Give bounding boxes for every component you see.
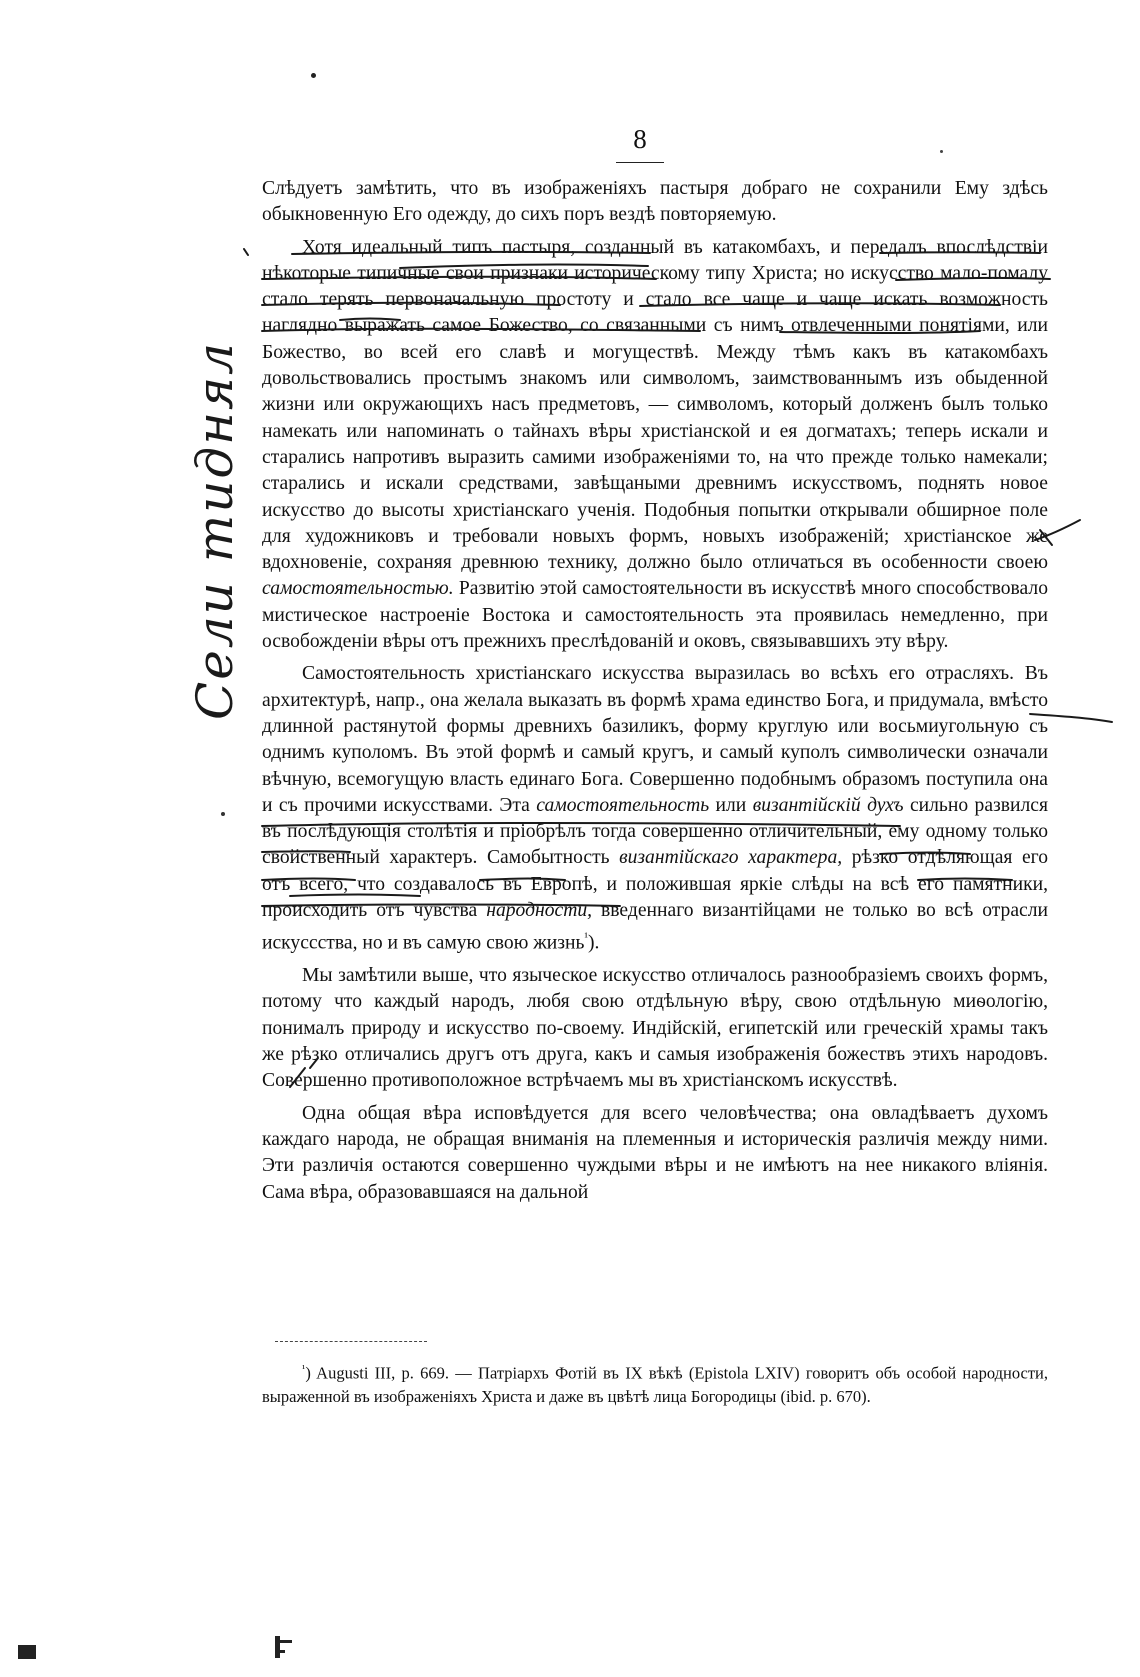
footnote-reference[interactable]: ¹ bbox=[584, 930, 589, 945]
scan-artifact bbox=[18, 1645, 36, 1659]
paragraph-3-text: Самостоятельность христіанскаго искусства выразилась во всѣхъ его отрасляхъ. Въ архитектурѣ, напр., она желала выказать въ формѣ храма единство Бога, и придумала, вмѣсто длинной растянутой формы древнихъ базиликъ, форму круглую или восьмиугольную съ однимъ куполомъ. Въ этой формѣ и самый кругъ, и самый куполъ символически означали вѣчную, всемогущую власть единаго Бога. Совершенно подобнымъ образомъ поступила она и съ прочими искусствами. Эта bbox=[262, 663, 1048, 816]
paragraph-3-fragment: рѣзко отдѣляющая его отъ всего, что создавалось въ Европѣ, и положившая яркіе слѣды на всѣ его памятники, происходить отъ чувства bbox=[262, 847, 1048, 922]
italic-term: византійскаго характера, bbox=[619, 847, 843, 869]
main-text bbox=[262, 176, 1048, 1206]
paragraph-3-fragment: введеннаго византійцами не только во всѣ отрасли искусcства, но и въ самую свою жизнь bbox=[262, 900, 1049, 954]
italic-term: народности, bbox=[486, 900, 593, 922]
handwritten-margin-note: Сели тиднял bbox=[186, 341, 244, 720]
footnote-text: ) Augusti III, p. 669. — Патріархъ Фотій въ IX вѣкѣ (Epistola LXIV) говоритъ объ особой народности, выраженной въ изображеніяхъ Христа и даже въ цвѣтѣ лица Богородицы (ibid. p. 670). bbox=[262, 1363, 1048, 1406]
paragraph-3-fragment: или bbox=[709, 794, 753, 816]
margin-tick bbox=[244, 249, 248, 255]
ink-speck bbox=[940, 150, 943, 153]
footnote-1 bbox=[262, 1358, 1048, 1408]
paragraph-3-fragment: ). bbox=[588, 932, 600, 954]
page-number: 8 bbox=[633, 124, 647, 154]
footnotes bbox=[262, 1358, 1048, 1408]
paragraph-2-tail: Развитію этой самостоятельности въ искусствѣ много способствовало мистическое настроеніе Востока и самостоятельность эта проявилась немедленно, при освобожденіи вѣры отъ прежнихъ преслѣдованій и оковъ, связывавшихъ эту вѣру. bbox=[262, 578, 1048, 653]
paragraph-5: Одна общая вѣра исповѣдуется для всего человѣчества; она овладѣваетъ духомъ каждаго народа, не обращая вниманія на племенныя и историческія различія между ними. Эти различія остаются совершенно чуждыми вѣры и не имѣютъ на нее никакого вліянія. Сама вѣра, образовавшаяся на дальной bbox=[262, 1102, 1048, 1203]
paragraph-2-text: Хотя идеальный типъ пастыря, созданный въ катакомбахъ, и передалъ впослѣдствіи нѣкоторые типичные свои признаки историческому типу Христа; но искусство мало-помалу стало терять первоначальную простоту и стало все чаще и чаще искать возможность наглядно выражать самое Божество, со связанными съ нимъ отвлеченными понятіями, или Божество, во всей его славѣ и могуществѣ. Между тѣмъ какъ въ катакомбахъ довольствовались простымъ знакомъ или символомъ, заимствованнымъ изъ обыденной жизни или окружающихъ насъ предметовъ, — символомъ, который долженъ былъ только намекать или напоминать о тайнахъ вѣры христіанской и ея догматахъ; теперь искали и старались напротивъ выразить самими изображеніями то, на что прежде только намекали; старались и искали средствами, завѣщаными древнимъ искусствомъ, поднять новое искусство до высоты христіанскаго ученія. Подобныя попытки открывали обширное поле для художниковъ и требовали новыхъ формъ, новыхъ изображеній; христіанское же вдохновеніе, сохраняя древнюю технику, должно было отличаться въ особенности своею bbox=[262, 236, 1048, 574]
footnote-marker: ¹ bbox=[302, 1363, 306, 1375]
paragraph-3 bbox=[262, 661, 1048, 957]
italic-term: византійскій духъ bbox=[752, 794, 904, 816]
paragraph-3-fragment: сильно развился въ послѣдующія столѣтія и пріобрѣлъ тогда совершенно отличительный, ему одному только свойственный характеръ. Самобытность bbox=[262, 794, 1049, 869]
paragraph-1: Слѣдуетъ замѣтить, что въ изображеніяхъ пастыря добраго не сохранили Ему здѣсь обыкновенную Его одежду, до сихъ поръ вездѣ повторяемую. bbox=[262, 178, 1048, 226]
scan-artifact bbox=[280, 1640, 292, 1643]
scan-artifact bbox=[280, 1650, 285, 1653]
page-number-rule bbox=[616, 162, 664, 163]
ink-speck bbox=[221, 812, 225, 816]
paragraph-2 bbox=[262, 235, 1048, 656]
italic-term: самостоятельностью. bbox=[262, 578, 454, 600]
italic-term: самостоятельность bbox=[536, 794, 710, 816]
paragraph-4: Мы замѣтили выше, что языческое искусство отличалось разнообразіемъ своихъ формъ, потому что каждый народъ, любя свою отдѣльную вѣру, свою отдѣльную миѳологію, понималъ природу и искусство по-своему. Индійскій, египетскій или греческій храмы такъ же рѣзко отличались другъ отъ друга, какъ и самыя изображенія божествъ этихъ народовъ. Совершенно противоположное встрѣчаемъ мы въ христіанскомъ искусствѣ. bbox=[262, 965, 1048, 1092]
footnote-divider bbox=[275, 1341, 427, 1342]
ink-speck bbox=[311, 73, 316, 78]
